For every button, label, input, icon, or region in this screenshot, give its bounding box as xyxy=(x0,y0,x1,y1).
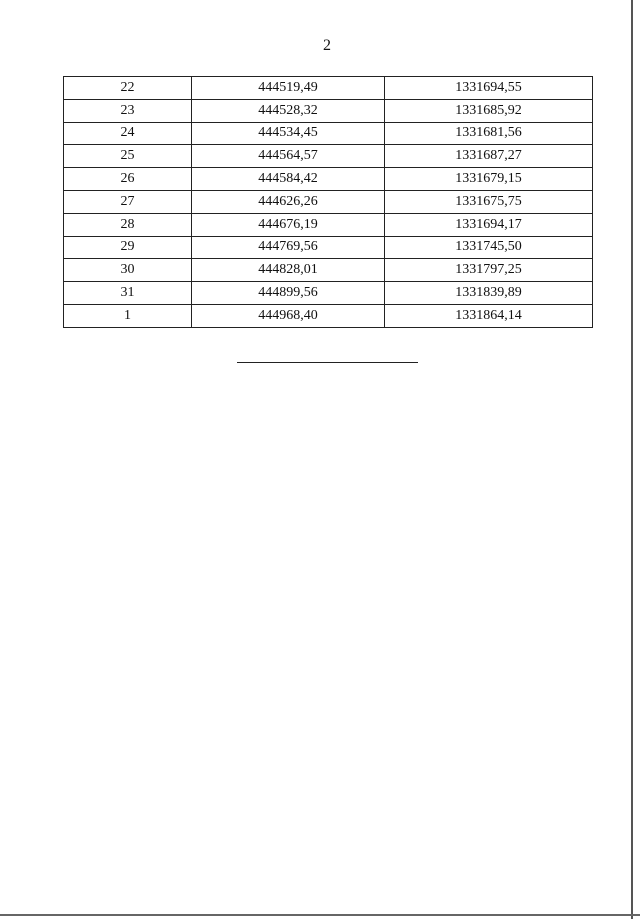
coordinates-table xyxy=(63,76,593,328)
x-coordinate-cell: 444534,45 xyxy=(192,122,385,145)
x-coordinate-cell: 444626,26 xyxy=(192,190,385,213)
table-row xyxy=(64,259,593,282)
x-coordinate-cell: 444584,42 xyxy=(192,168,385,191)
point-number-cell: 1 xyxy=(64,304,192,327)
point-number-cell: 27 xyxy=(64,190,192,213)
page-number: 2 xyxy=(323,37,331,54)
y-coordinate-cell: 1331679,15 xyxy=(385,168,593,191)
y-coordinate-cell: 1331685,92 xyxy=(385,99,593,122)
table-row xyxy=(64,190,593,213)
table-row xyxy=(64,168,593,191)
point-number-cell: 30 xyxy=(64,259,192,282)
scan-edge-right xyxy=(631,0,633,919)
x-coordinate-cell: 444769,56 xyxy=(192,236,385,259)
point-number-cell: 23 xyxy=(64,99,192,122)
table-row xyxy=(64,99,593,122)
point-number-cell: 29 xyxy=(64,236,192,259)
x-coordinate-cell: 444676,19 xyxy=(192,213,385,236)
divider-line xyxy=(237,362,418,363)
y-coordinate-cell: 1331839,89 xyxy=(385,282,593,305)
table-row xyxy=(64,282,593,305)
point-number-cell: 25 xyxy=(64,145,192,168)
point-number-cell: 28 xyxy=(64,213,192,236)
y-coordinate-cell: 1331681,56 xyxy=(385,122,593,145)
point-number-cell: 24 xyxy=(64,122,192,145)
point-number-cell: 26 xyxy=(64,168,192,191)
table-row xyxy=(64,304,593,327)
scan-edge-bottom xyxy=(0,914,640,916)
table-row xyxy=(64,122,593,145)
y-coordinate-cell: 1331745,50 xyxy=(385,236,593,259)
x-coordinate-cell: 444828,01 xyxy=(192,259,385,282)
y-coordinate-cell: 1331694,55 xyxy=(385,77,593,100)
table-row xyxy=(64,145,593,168)
table-row xyxy=(64,77,593,100)
x-coordinate-cell: 444899,56 xyxy=(192,282,385,305)
y-coordinate-cell: 1331675,75 xyxy=(385,190,593,213)
table-row xyxy=(64,236,593,259)
x-coordinate-cell: 444528,32 xyxy=(192,99,385,122)
x-coordinate-cell: 444519,49 xyxy=(192,77,385,100)
x-coordinate-cell: 444564,57 xyxy=(192,145,385,168)
point-number-cell: 22 xyxy=(64,77,192,100)
y-coordinate-cell: 1331797,25 xyxy=(385,259,593,282)
x-coordinate-cell: 444968,40 xyxy=(192,304,385,327)
y-coordinate-cell: 1331687,27 xyxy=(385,145,593,168)
point-number-cell: 31 xyxy=(64,282,192,305)
y-coordinate-cell: 1331864,14 xyxy=(385,304,593,327)
y-coordinate-cell: 1331694,17 xyxy=(385,213,593,236)
table-row xyxy=(64,213,593,236)
